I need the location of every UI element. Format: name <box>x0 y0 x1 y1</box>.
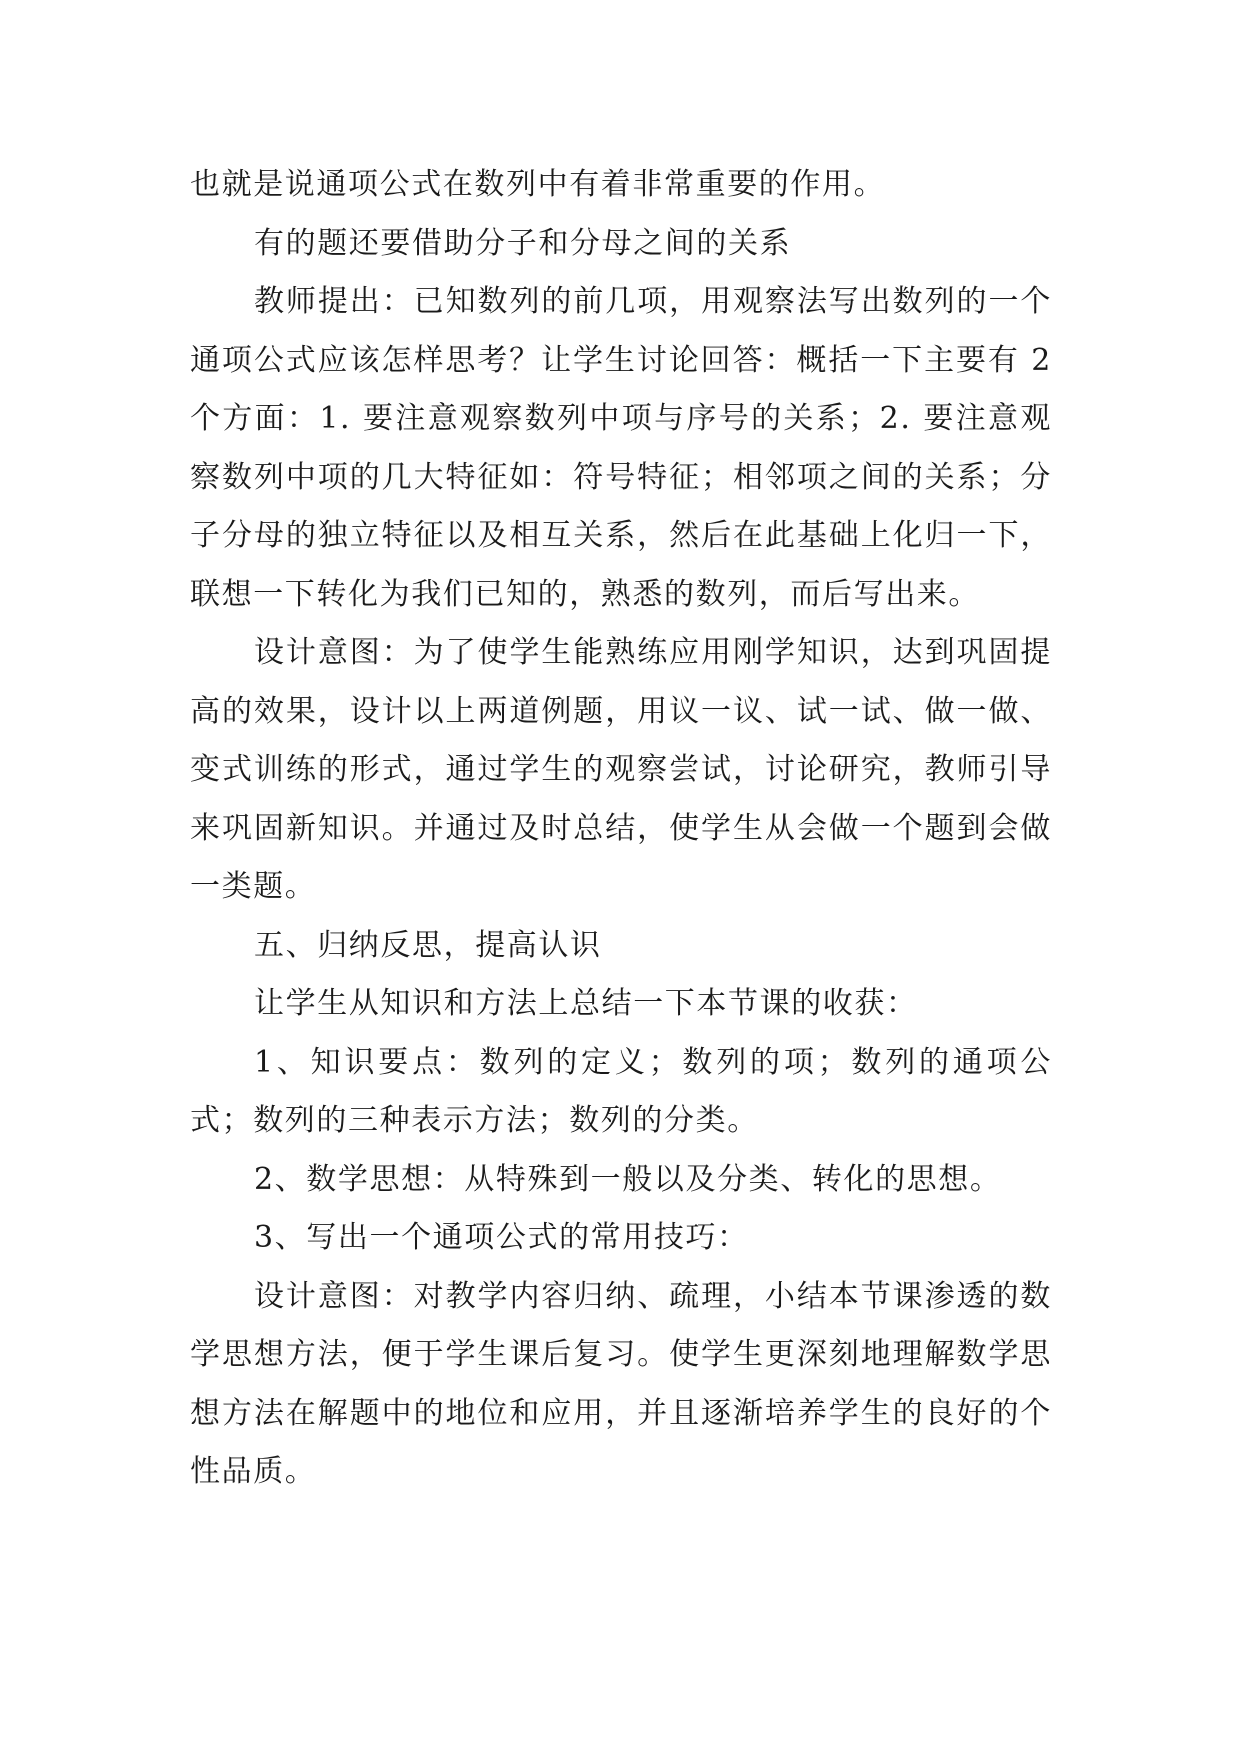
list-item-math-thinking: 2、数学思想：从特殊到一般以及分类、转化的思想。 <box>254 1161 1002 1197</box>
paragraph-teacher-question: 教师提出：已知数列的前几项，用观察法写出数列的一个通项公式应该怎样思考？让学生讨论回答：概括一下主要有 2 个方面：1. 要注意观察数列中项与序号的关系；2. 要注意观察数列中项的几大特征如：符号特征；相邻项之间的关系；分子分母的独立特征以及相互关系，然后在此基础上化归一下，联想一下转化为我们已知的，熟悉的数列，而后写出来。 <box>190 284 1052 612</box>
section-heading-summary: 五、归纳反思，提高认识 <box>254 927 602 963</box>
paragraph-numerator-denominator: 有的题还要借助分子和分母之间的关系 <box>254 225 792 261</box>
paragraph-design-intent-2: 设计意图：对教学内容归纳、疏理，小结本节课渗透的数学思想方法，便于学生课后复习。使学生更深刻地理解数学思想方法在解题中的地位和应用，并且逐渐培养学生的良好的个性品质。 <box>190 1278 1052 1489</box>
paragraph-intro-continuation: 也就是说通项公式在数列中有着非常重要的作用。 <box>190 167 886 202</box>
paragraph-student-summary: 让学生从知识和方法上总结一下本节课的收获： <box>254 986 918 1021</box>
paragraph-design-intent-1: 设计意图：为了使学生能熟练应用刚学知识，达到巩固提高的效果，设计以上两道例题，用议一议、试一试、做一做、变式训练的形式，通过学生的观察尝试，讨论研究，教师引导来巩固新知识。并通过及时总结，使学生从会做一个题到会做一类题。 <box>190 635 1052 904</box>
list-item-knowledge-points: 1、知识要点：数列的定义；数列的项；数列的通项公式；数列的三种表示方法；数列的分类。 <box>190 1044 1052 1138</box>
document-body <box>190 156 1052 1502</box>
list-item-formula-techniques: 3、写出一个通项公式的常用技巧： <box>254 1220 749 1255</box>
